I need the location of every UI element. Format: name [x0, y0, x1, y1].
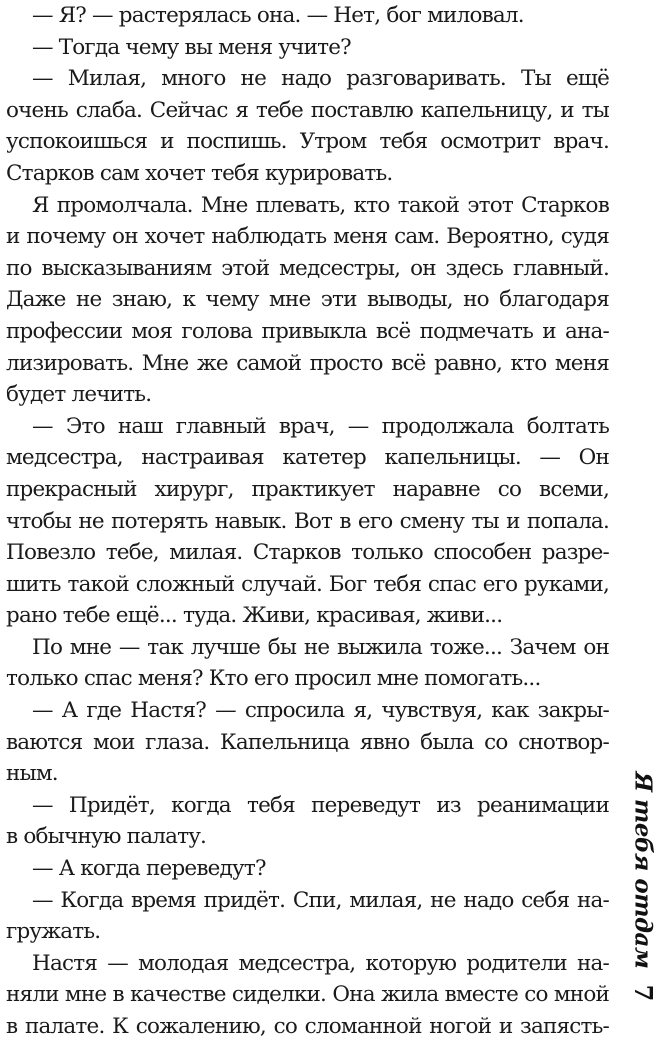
text-line: успокоишься и поспишь. Утром тебя осмотрит врач.: [6, 129, 609, 155]
text-line: чтобы не потерять навык. Вот в его смену ты и попала.: [6, 508, 609, 534]
text-line: ваются мои глаза. Капельница явно была со снотвор-: [6, 729, 609, 755]
text-line: няли мне в качестве сиделки. Она жила вместе со мной: [6, 982, 609, 1008]
text-line: — Это наш главный врач, — продолжала болтать: [32, 413, 609, 439]
text-line: — А где Настя? — спросила я, чувствуя, как закры-: [32, 698, 609, 724]
text-line: и почему он хочет наблюдать меня сам. Вероятно, судя: [6, 224, 609, 250]
text-line: медсестра, настраивая катетер капельницы. — Он: [6, 445, 609, 471]
text-line: в обычную палату.: [6, 824, 207, 850]
text-line: в палате. К сожалению, со сломанной ногой и запясть-: [6, 1014, 609, 1039]
text-line: прекрасный хирург, практикует наравне со всеми,: [6, 476, 609, 502]
page-number: 7: [629, 984, 658, 1002]
text-line: ным.: [6, 761, 58, 787]
text-line: Даже не знаю, к чему мне эти выводы, но благодаря: [6, 287, 609, 313]
running-header-title: Я тебя отдам: [629, 771, 657, 969]
text-line: профессии моя голова привыкла всё подмечать и ана-: [6, 318, 609, 344]
text-line: — Я? — растерялась она. — Нет, бог миловал.: [32, 3, 524, 28]
text-line: — Придёт, когда тебя переведут из реанимации: [32, 792, 609, 818]
body-text: [6, 0, 609, 1043]
text-line: очень слаба. Сейчас я тебе поставлю капельницу, и ты: [6, 97, 609, 123]
text-line: Старков сам хочет тебя курировать.: [6, 160, 393, 186]
text-line: — А когда переведут?: [32, 856, 266, 882]
running-header: [626, 735, 660, 1005]
text-line: Повезло тебе, милая. Старков только способен разре-: [6, 540, 609, 566]
text-line: гружать.: [6, 919, 101, 945]
text-line: рано тебе ещё... туда. Живи, красивая, живи...: [6, 603, 503, 629]
text-line: шить такой сложный случай. Бог тебя спас его руками,: [6, 571, 609, 597]
text-line: лизировать. Мне же самой просто всё равно, кто меня: [6, 350, 609, 376]
text-line: — Тогда чему вы меня учите?: [32, 34, 351, 60]
text-line: — Милая, много не надо разговаривать. Ты ещё: [32, 66, 609, 92]
text-line: Я промолчала. Мне плевать, кто такой этот Старков: [32, 192, 609, 218]
text-line: только спас меня? Кто его просил мне помогать...: [6, 666, 541, 692]
text-line: по высказываниям этой медсестры, он здесь главный.: [6, 255, 609, 281]
text-line: — Когда время придёт. Спи, милая, не надо себя на-: [32, 887, 609, 913]
text-line: Настя — молодая медсестра, которую родители на-: [32, 950, 609, 976]
text-line: По мне — так лучше бы не выжила тоже... Зачем он: [32, 634, 609, 660]
text-line: будет лечить.: [6, 382, 152, 408]
